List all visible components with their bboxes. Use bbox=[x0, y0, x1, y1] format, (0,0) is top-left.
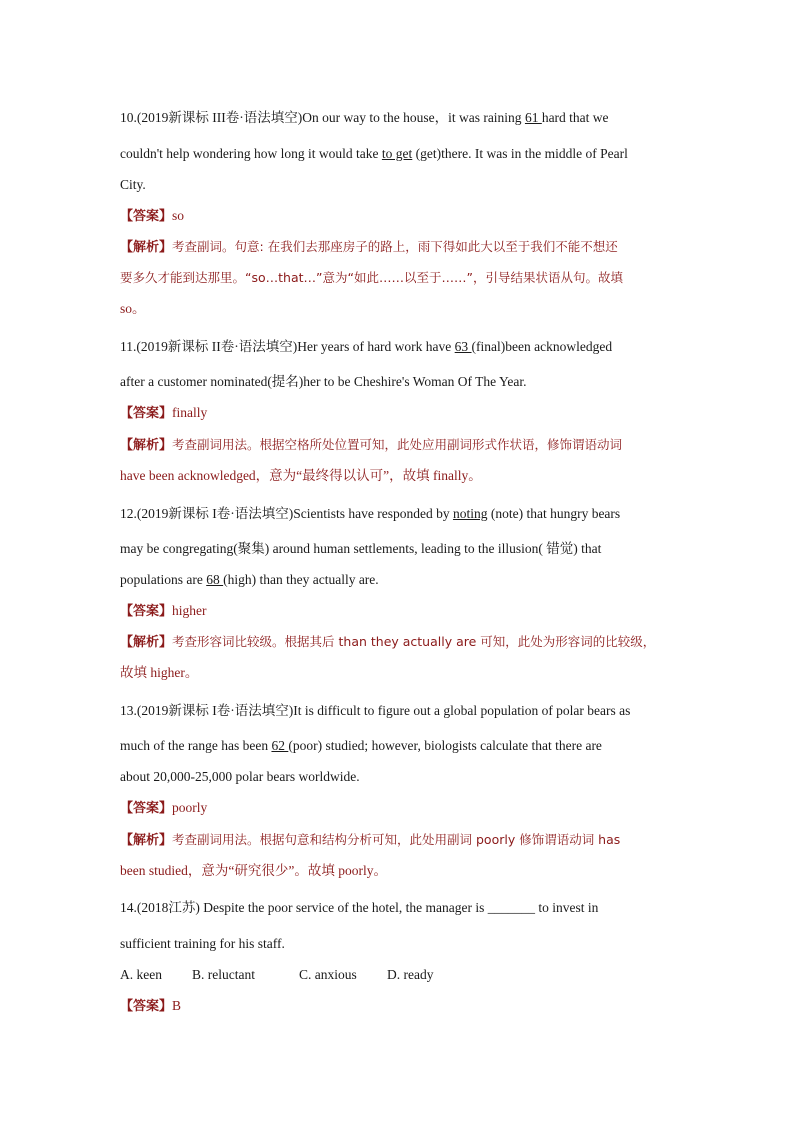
q14-answer-value: B bbox=[172, 998, 182, 1013]
q10-blank: 61 bbox=[524, 110, 542, 125]
q10-answer bbox=[120, 207, 184, 226]
q12-text-3-cont: (high) than they actually are. bbox=[223, 572, 379, 587]
q12-underlined-word: noting bbox=[452, 506, 488, 521]
q14-option-b: B. reluctant bbox=[192, 967, 255, 982]
q12-answer bbox=[120, 602, 207, 621]
q14-options bbox=[120, 966, 433, 984]
q12-explanation-1 bbox=[120, 633, 655, 652]
q12-exp-text-1: 考查形容词比较级。根据其后 than they actually are 可知，此处为形容词的比较级， bbox=[172, 634, 656, 649]
answer-tag: 【答案】 bbox=[120, 604, 173, 619]
q12-text: 12.(2019新课标 I卷·语法填空)Scientists have responded by bbox=[120, 506, 453, 521]
explanation-tag: 【解析】 bbox=[120, 635, 173, 650]
q14-answer bbox=[120, 997, 181, 1016]
q10-line-3: City. bbox=[120, 177, 146, 192]
q10-answer-value: so bbox=[172, 208, 185, 223]
q13-answer bbox=[120, 799, 207, 818]
q13-line-3: about 20,000-25,000 polar bears worldwide. bbox=[120, 769, 360, 784]
q14-option-d: D. ready bbox=[387, 967, 434, 982]
q10-text-2: couldn't help wondering how long it would take bbox=[120, 146, 382, 161]
q11-blank: 63 bbox=[454, 339, 472, 354]
q11-answer bbox=[120, 404, 207, 423]
q11-explanation-2: have been acknowledged，意为“最终得以认可”，故填 finally。 bbox=[120, 468, 482, 483]
q12-line-3 bbox=[120, 571, 379, 589]
answer-tag: 【答案】 bbox=[120, 209, 173, 224]
q12-line-2: may be congregating(聚集) around human settlements, leading to the illusion( 错觉) that bbox=[120, 541, 602, 556]
q10-explanation-3: so。 bbox=[120, 301, 146, 316]
q11-answer-value: finally bbox=[172, 405, 208, 420]
q12-blank: 68 bbox=[206, 572, 224, 587]
q12-text-cont: (note) that hungry bears bbox=[487, 506, 621, 521]
q10-line-2 bbox=[120, 145, 628, 163]
q13-answer-value: poorly bbox=[172, 800, 208, 815]
q13-text-2: much of the range has been bbox=[120, 738, 272, 753]
q12-answer-value: higher bbox=[172, 603, 207, 618]
q14-option-c: C. anxious bbox=[299, 967, 357, 982]
q10-text-2-cont: (get)there. It was in the middle of Pearl bbox=[412, 146, 628, 161]
q10-underlined-word: to get bbox=[381, 146, 413, 161]
q10-exp-text-1: 考查副词。句意: 在我们去那座房子的路上，雨下得如此大以至于我们不能不想还 bbox=[172, 239, 618, 254]
q10-text-cont: hard that we bbox=[541, 110, 609, 125]
explanation-tag: 【解析】 bbox=[120, 240, 173, 255]
q13-explanation-2: been studied，意为“研究很少”。故填 poorly。 bbox=[120, 863, 387, 878]
q14-option-a: A. keen bbox=[120, 967, 162, 982]
answer-tag: 【答案】 bbox=[120, 406, 173, 421]
q13-explanation-1 bbox=[120, 831, 620, 850]
explanation-tag: 【解析】 bbox=[120, 833, 173, 848]
q11-text: 11.(2019新课标 II卷·语法填空)Her years of hard work have bbox=[120, 339, 455, 354]
q12-line-1 bbox=[120, 505, 620, 523]
q12-explanation-2: 故填 higher。 bbox=[120, 665, 199, 680]
q13-line-2 bbox=[120, 737, 602, 755]
q12-text-3: populations are bbox=[120, 572, 207, 587]
q11-line-2: after a customer nominated(提名)her to be Cheshire's Woman Of The Year. bbox=[120, 374, 527, 389]
q10-text: 10.(2019新课标 III卷·语法填空)On our way to the house，it was raining bbox=[120, 110, 525, 125]
q13-blank: 62 bbox=[271, 738, 289, 753]
q11-line-1 bbox=[120, 338, 612, 356]
q14-line-1: 14.(2018江苏) Despite the poor service of the hotel, the manager is _______ to invest in bbox=[120, 900, 599, 915]
q13-text-2-cont: (poor) studied; however, biologists calculate that there are bbox=[288, 738, 602, 753]
q10-line-1 bbox=[120, 109, 609, 127]
q11-text-cont: (final)been acknowledged bbox=[471, 339, 613, 354]
q10-explanation-2: 要多久才能到达那里。“so…that…”意为“如此……以至于……”，引导结果状语从句。故填 bbox=[120, 270, 623, 285]
q13-line-1: 13.(2019新课标 I卷·语法填空)It is difficult to figure out a global population of polar bears as bbox=[120, 703, 631, 718]
q11-exp-text-1: 考查副词用法。根据空格所处位置可知，此处应用副词形式作状语，修饰谓语动词 bbox=[172, 437, 623, 452]
q11-explanation-1 bbox=[120, 436, 622, 455]
q13-exp-text-1: 考查副词用法。根据句意和结构分析可知，此处用副词 poorly 修饰谓语动词 has bbox=[172, 832, 621, 847]
answer-tag: 【答案】 bbox=[120, 999, 173, 1014]
answer-tag: 【答案】 bbox=[120, 801, 173, 816]
explanation-tag: 【解析】 bbox=[120, 438, 173, 453]
q14-line-2: sufficient training for his staff. bbox=[120, 936, 285, 951]
q10-explanation-1 bbox=[120, 238, 618, 257]
